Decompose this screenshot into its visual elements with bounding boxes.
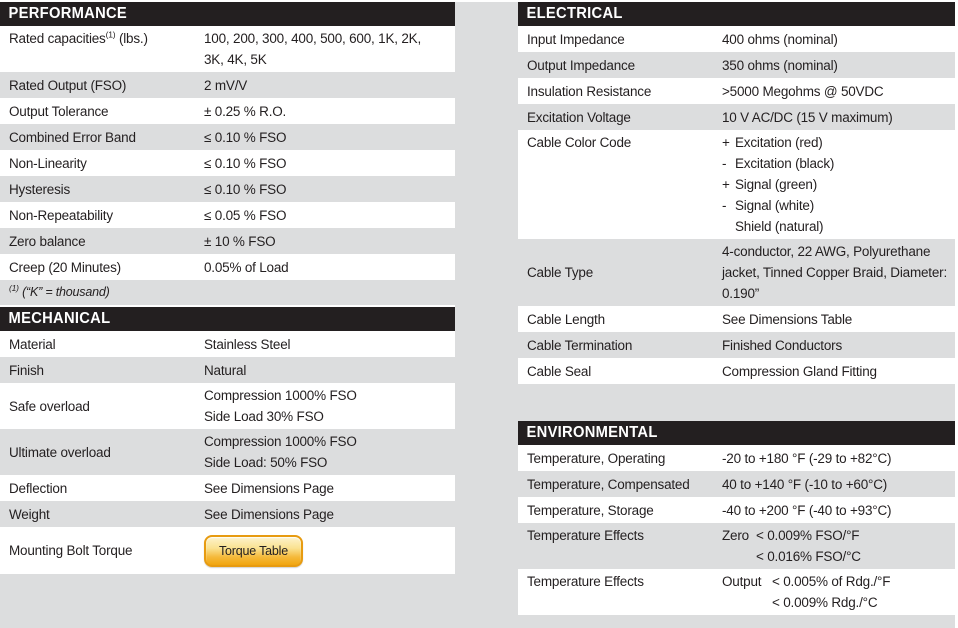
value-line: 4-conductor, 22 AWG, Polyurethane bbox=[722, 244, 931, 259]
electrical-section bbox=[518, 2, 955, 384]
value-line bbox=[722, 216, 949, 237]
sign-mark: - bbox=[722, 156, 727, 171]
value-line bbox=[722, 571, 949, 592]
value-prefix: Zero bbox=[722, 528, 749, 543]
spec-value bbox=[204, 360, 449, 381]
performance-section bbox=[0, 2, 455, 305]
performance-rows bbox=[0, 26, 455, 305]
spec-label: Ultimate overload bbox=[9, 444, 111, 460]
spec-label: Temperature, Operating bbox=[527, 450, 666, 466]
spec-label: Cable Length bbox=[527, 311, 605, 327]
spec-value bbox=[722, 107, 949, 128]
spec-row bbox=[518, 239, 955, 306]
spec-label: Deflection bbox=[9, 480, 68, 496]
spec-row bbox=[0, 429, 455, 475]
spec-row bbox=[0, 501, 455, 527]
spec-row bbox=[0, 254, 455, 280]
spec-value bbox=[722, 309, 949, 330]
spec-row bbox=[0, 72, 455, 98]
spec-row bbox=[0, 98, 455, 124]
environmental-rows bbox=[518, 445, 955, 615]
value-line bbox=[722, 153, 949, 174]
spec-row bbox=[0, 202, 455, 228]
spec-value bbox=[204, 75, 449, 96]
value-text: See Dimensions Page bbox=[204, 506, 334, 522]
spec-label: Non-Repeatability bbox=[9, 207, 113, 223]
sign-text: Excitation (red) bbox=[735, 135, 823, 150]
label-superscript: (1) bbox=[105, 29, 116, 40]
spec-row bbox=[518, 104, 955, 130]
section-title: ELECTRICAL bbox=[526, 5, 623, 22]
value-text: 0.05% of Load bbox=[204, 259, 289, 275]
value-line: 100, 200, 300, 400, 500, 600, 1K, 2K, bbox=[204, 31, 422, 46]
environmental-section bbox=[518, 421, 955, 615]
spec-value bbox=[204, 127, 449, 148]
spec-row bbox=[0, 228, 455, 254]
sign-text: Signal (white) bbox=[735, 198, 814, 213]
spec-row bbox=[0, 383, 455, 429]
spec-row bbox=[518, 332, 955, 358]
spec-value bbox=[722, 241, 949, 304]
value-line: 0.190” bbox=[722, 286, 760, 301]
spec-value bbox=[204, 478, 449, 499]
spec-row bbox=[518, 306, 955, 332]
spec-label: Creep (20 Minutes) bbox=[9, 259, 121, 275]
value-text: See Dimensions Page bbox=[204, 480, 334, 496]
spec-label: Temperature Effects bbox=[527, 574, 644, 589]
value-line: jacket, Tinned Copper Braid, Diameter: bbox=[722, 265, 948, 280]
spec-row bbox=[518, 358, 955, 384]
spec-value bbox=[722, 571, 949, 613]
spec-value bbox=[722, 448, 949, 469]
value-text: 10 V AC/DC (15 V maximum) bbox=[722, 109, 893, 125]
value-line bbox=[722, 195, 949, 216]
spec-value bbox=[204, 179, 449, 200]
value-line bbox=[722, 132, 949, 153]
spec-value bbox=[204, 231, 449, 252]
spec-value bbox=[204, 205, 449, 226]
spec-label: Cable Termination bbox=[527, 337, 633, 353]
spec-row bbox=[0, 475, 455, 501]
section-title: MECHANICAL bbox=[8, 310, 111, 327]
environmental-header-bar bbox=[518, 421, 955, 445]
spec-value bbox=[722, 500, 949, 521]
value-text: ± 10 % FSO bbox=[204, 233, 276, 249]
column-left bbox=[0, 2, 455, 574]
value-text: 400 ohms (nominal) bbox=[722, 31, 838, 47]
mechanical-header-bar bbox=[0, 305, 455, 331]
spec-row bbox=[0, 527, 455, 574]
spec-row bbox=[518, 26, 955, 52]
spec-label bbox=[9, 28, 204, 49]
spec-label: Temperature Effects bbox=[527, 528, 644, 543]
footnote-superscript: (1) bbox=[9, 282, 19, 293]
spec-row bbox=[518, 78, 955, 104]
spec-value bbox=[204, 28, 449, 70]
footnote bbox=[0, 280, 455, 305]
spec-label: Rated Output (FSO) bbox=[9, 77, 127, 93]
spec-value bbox=[722, 132, 949, 237]
value-line: 3K, 4K, 5K bbox=[204, 52, 267, 67]
spec-value bbox=[722, 474, 949, 495]
spec-label: Output Tolerance bbox=[9, 103, 109, 119]
value-line bbox=[722, 174, 949, 195]
value-text: Compression Gland Fitting bbox=[722, 363, 877, 379]
value-text: 40 to +140 °F (-10 to +60°C) bbox=[722, 476, 888, 492]
value-line: Compression 1000% FSO bbox=[204, 388, 357, 403]
spec-label: Weight bbox=[9, 506, 50, 522]
value-text: Stainless Steel bbox=[204, 336, 291, 352]
spec-value bbox=[722, 55, 949, 76]
value-text: ± 0.25 % R.O. bbox=[204, 103, 287, 119]
sign-text: Excitation (black) bbox=[735, 156, 835, 171]
value-text: < 0.009% FSO/°F bbox=[756, 528, 860, 543]
value-line: Side Load: 50% FSO bbox=[204, 455, 328, 470]
electrical-header-bar bbox=[518, 2, 955, 26]
value-text: ≤ 0.05 % FSO bbox=[204, 207, 287, 223]
footnote-text bbox=[9, 282, 110, 303]
value-line: < 0.016% FSO/°C bbox=[756, 549, 861, 564]
value-text: ≤ 0.10 % FSO bbox=[204, 181, 287, 197]
spec-value bbox=[204, 504, 449, 525]
spec-label: Cable Color Code bbox=[527, 135, 632, 150]
spec-value bbox=[722, 361, 949, 382]
sign-mark: - bbox=[722, 198, 727, 213]
spec-value bbox=[722, 335, 949, 356]
value-line: Side Load 30% FSO bbox=[204, 409, 324, 424]
spec-row bbox=[518, 569, 955, 615]
footnote-body: (“K” = thousand) bbox=[18, 285, 110, 299]
value-line: < 0.009% Rdg./°C bbox=[772, 595, 878, 610]
electrical-rows bbox=[518, 26, 955, 384]
spec-label: Insulation Resistance bbox=[527, 83, 652, 99]
spec-value bbox=[204, 153, 449, 174]
spec-row bbox=[518, 52, 955, 78]
sign-mark: + bbox=[722, 135, 730, 150]
spec-row bbox=[0, 331, 455, 357]
section-gap bbox=[518, 384, 955, 421]
sign-text: Signal (green) bbox=[735, 177, 817, 192]
value-text: >5000 Megohms @ 50VDC bbox=[722, 83, 884, 99]
spec-label: Temperature, Compensated bbox=[527, 476, 690, 492]
spec-label: Non-Linearity bbox=[9, 155, 87, 171]
torque-table-button[interactable]: Torque Table bbox=[204, 535, 303, 567]
spec-label: Finish bbox=[9, 362, 44, 378]
value-text: -20 to +180 °F (-29 to +82°C) bbox=[722, 450, 892, 466]
spec-row bbox=[518, 471, 955, 497]
spec-row bbox=[0, 150, 455, 176]
spec-label-text: Rated capacities bbox=[9, 31, 106, 46]
spec-label-suffix: (lbs.) bbox=[115, 31, 148, 46]
value-line: Compression 1000% FSO bbox=[204, 434, 357, 449]
spec-value bbox=[204, 385, 449, 427]
spec-value bbox=[204, 101, 449, 122]
spec-value bbox=[204, 257, 449, 278]
spec-label: Cable Type bbox=[527, 265, 594, 280]
spec-label: Output Impedance bbox=[527, 57, 635, 73]
value-text: Finished Conductors bbox=[722, 337, 843, 353]
spec-label: Input Impedance bbox=[527, 31, 625, 47]
spec-label: Material bbox=[9, 336, 56, 352]
spec-label: Zero balance bbox=[9, 233, 86, 249]
value-text: See Dimensions Table bbox=[722, 311, 853, 327]
sign-mark: + bbox=[722, 177, 730, 192]
spec-value bbox=[722, 81, 949, 102]
spec-value bbox=[204, 535, 449, 567]
value-text: Natural bbox=[204, 362, 247, 378]
spec-label: Combined Error Band bbox=[9, 129, 136, 145]
mechanical-rows bbox=[0, 331, 455, 574]
value-text: 350 ohms (nominal) bbox=[722, 57, 838, 73]
value-text: ≤ 0.10 % FSO bbox=[204, 155, 287, 171]
spec-label: Mounting Bolt Torque bbox=[9, 543, 133, 558]
spec-value bbox=[722, 525, 949, 567]
spec-label: Cable Seal bbox=[527, 363, 592, 379]
spec-value bbox=[204, 431, 449, 473]
section-title: PERFORMANCE bbox=[8, 5, 128, 22]
value-text: < 0.005% of Rdg./°F bbox=[772, 574, 891, 589]
column-right bbox=[518, 2, 955, 615]
spec-value bbox=[204, 334, 449, 355]
spec-label: Safe overload bbox=[9, 398, 90, 414]
value-text: 2 mV/V bbox=[204, 77, 248, 93]
value-text: -40 to +200 °F (-40 to +93°C) bbox=[722, 502, 892, 518]
sign-text: Shield (natural) bbox=[735, 219, 824, 234]
spec-row bbox=[518, 445, 955, 471]
section-title: ENVIRONMENTAL bbox=[526, 424, 658, 441]
spec-row bbox=[0, 26, 455, 72]
spec-row bbox=[518, 130, 955, 239]
spec-value bbox=[722, 29, 949, 50]
spec-row bbox=[0, 176, 455, 202]
spec-label: Hysteresis bbox=[9, 181, 71, 197]
value-text: ≤ 0.10 % FSO bbox=[204, 129, 287, 145]
performance-header-bar bbox=[0, 2, 455, 26]
spec-row bbox=[518, 497, 955, 523]
value-prefix: Output bbox=[722, 574, 762, 589]
spec-label: Temperature, Storage bbox=[527, 502, 654, 518]
spec-label: Excitation Voltage bbox=[527, 109, 631, 125]
spec-row bbox=[0, 124, 455, 150]
spec-row bbox=[0, 357, 455, 383]
value-line bbox=[722, 525, 949, 546]
mechanical-section bbox=[0, 305, 455, 574]
spec-row bbox=[518, 523, 955, 569]
